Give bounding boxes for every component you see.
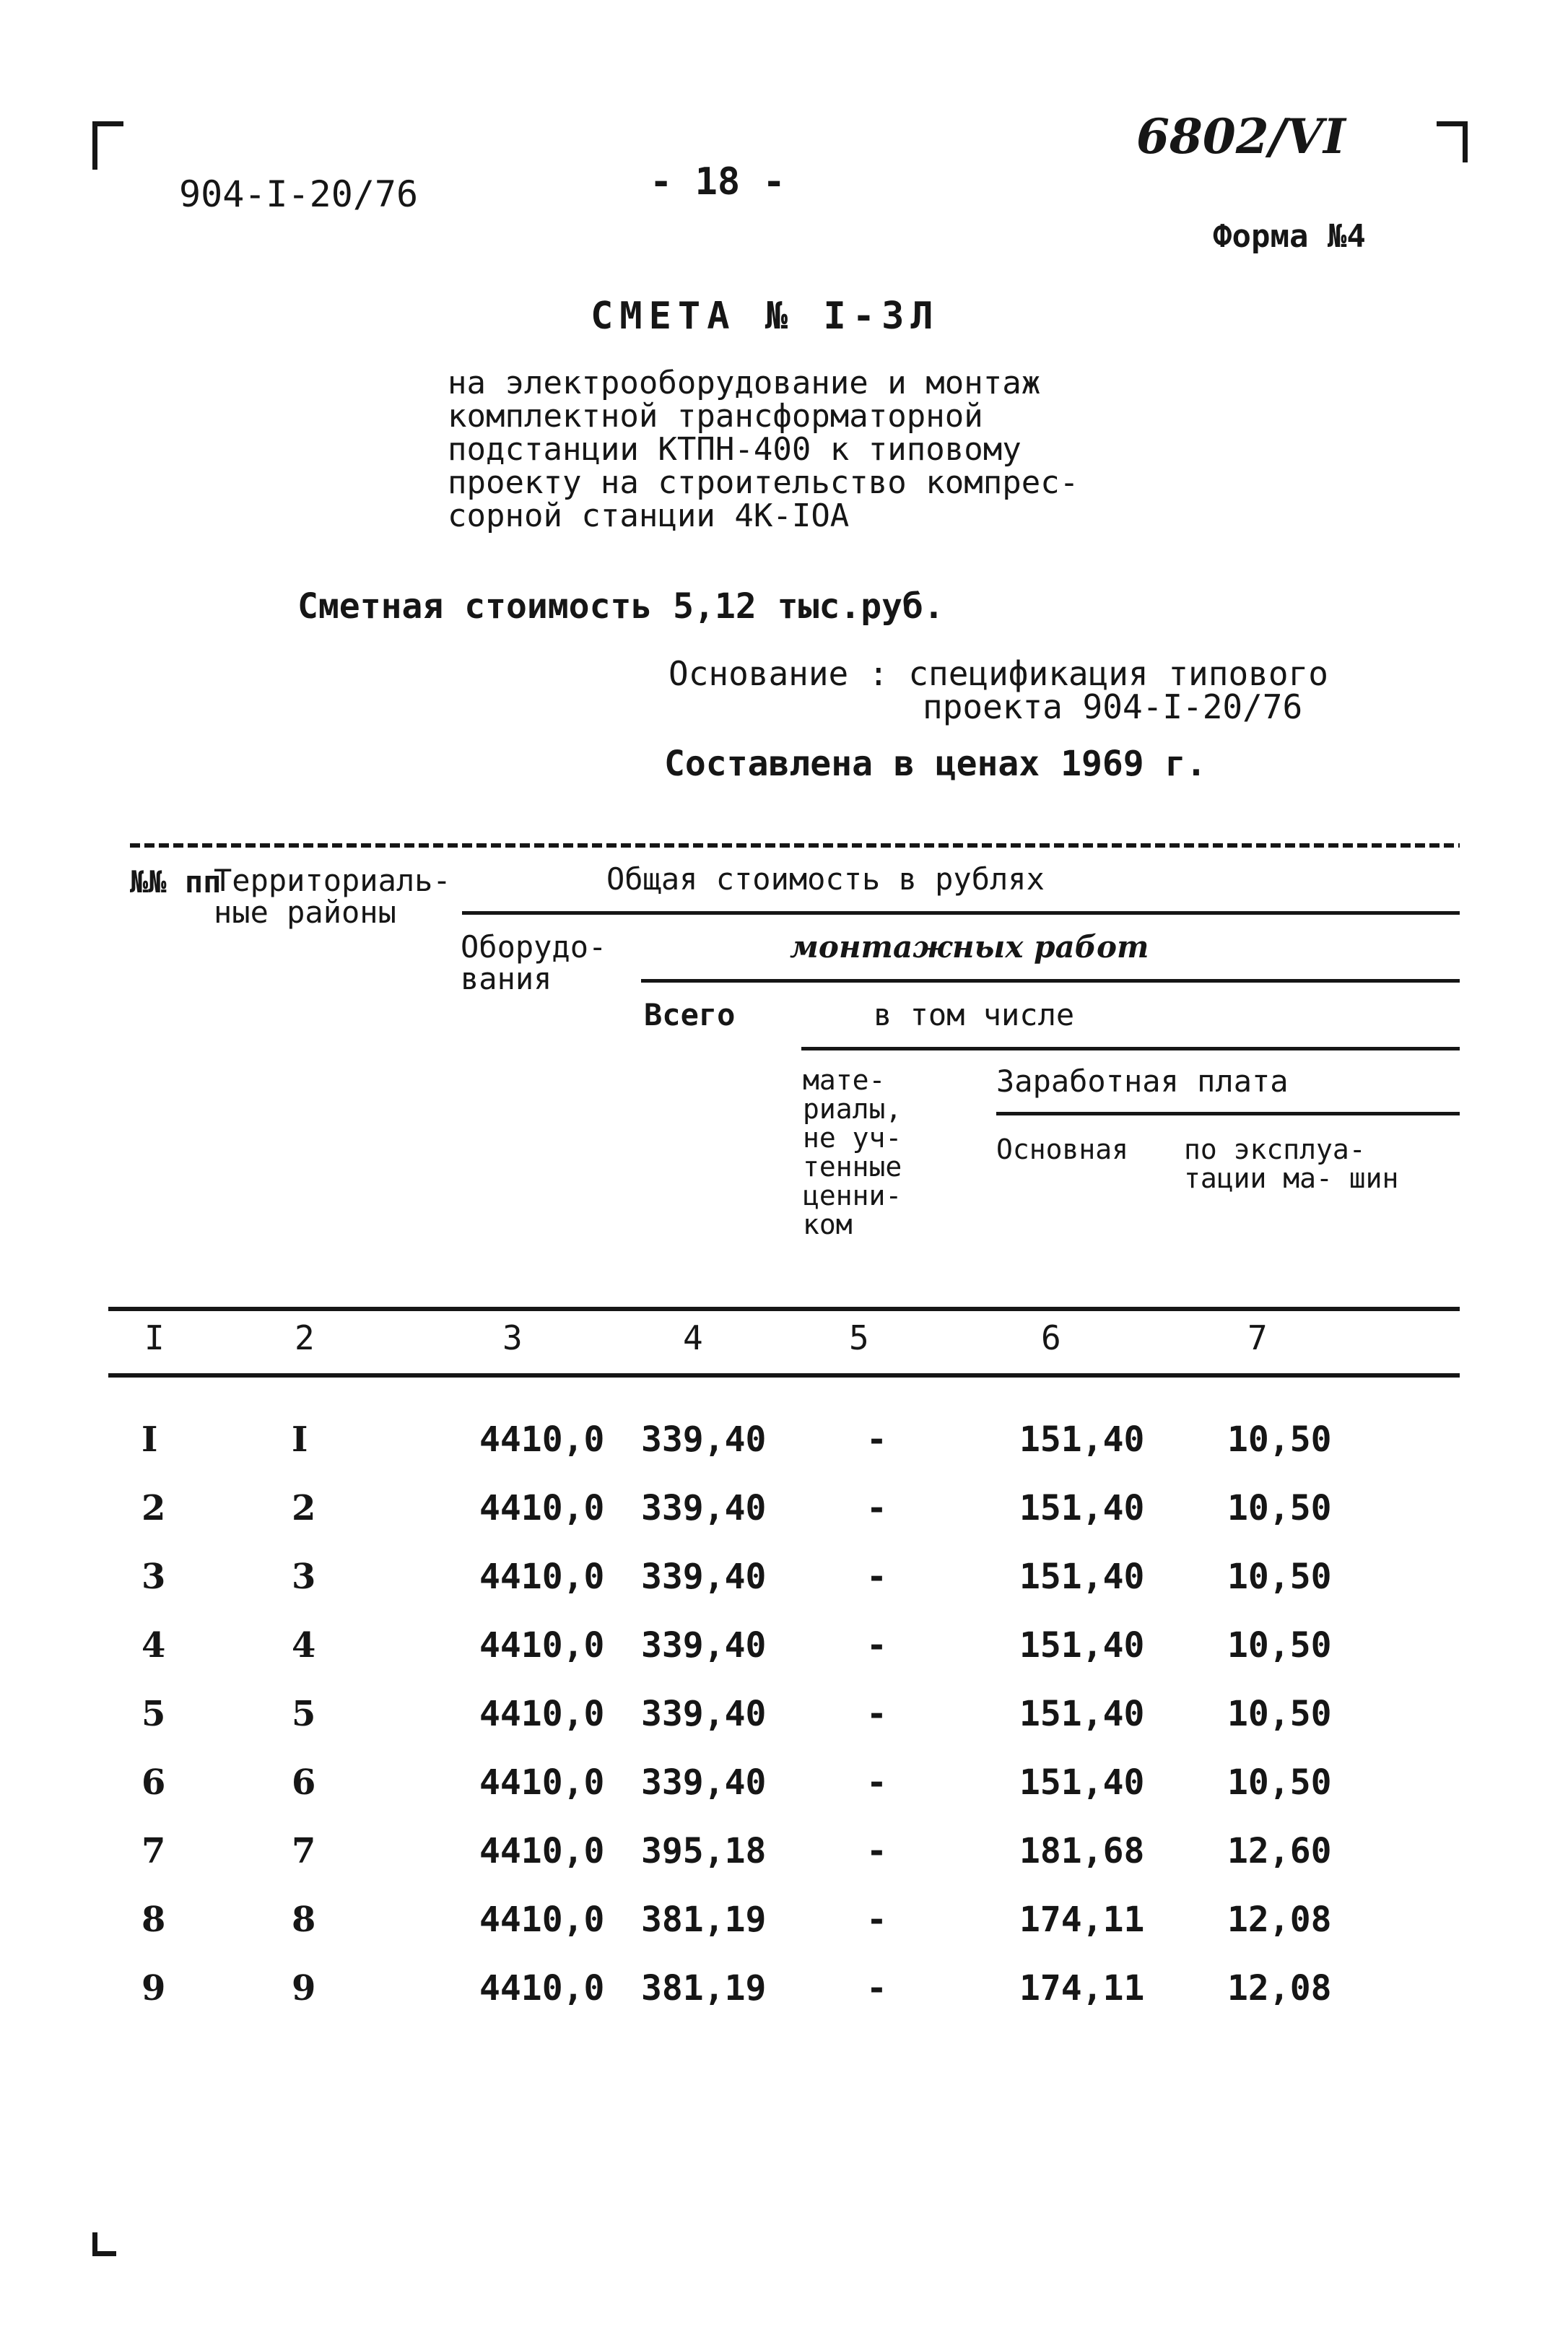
materials-cost: - — [866, 1557, 887, 1597]
wages-basic: 181,68 — [1019, 1831, 1145, 1871]
document-code: 904-I-20/76 — [179, 173, 419, 215]
corner-mark-top-right — [1437, 121, 1468, 162]
header-materials: мате- риалы, не уч- тенные ценни- ком — [803, 1064, 902, 1240]
wages-machines: 12,08 — [1227, 1968, 1332, 2009]
equipment-cost: 4410,0 — [479, 1488, 605, 1528]
equipment-cost: 4410,0 — [479, 1831, 605, 1871]
installation-total: 381,19 — [641, 1900, 767, 1940]
header-region: Территориаль- ные районы — [214, 863, 451, 930]
subtitle-line: сорной станции 4К-IOA — [448, 497, 850, 534]
wages-basic: 151,40 — [1019, 1762, 1145, 1803]
column-number: 7 — [1247, 1318, 1268, 1357]
header-wages-machines: по эксплуа- тации ма- шин — [1184, 1134, 1399, 1194]
header-installation: монтажных работ — [790, 929, 1149, 965]
header-including: в том числе — [874, 997, 1075, 1032]
row-number: 4 — [141, 1625, 166, 1666]
installation-total: 339,40 — [641, 1488, 767, 1528]
estimate-subtitle — [448, 367, 1079, 533]
header-total-cost: Общая стоимость в рублях — [606, 861, 1045, 897]
subtitle-line: на электрооборудование и монтаж — [448, 365, 1041, 401]
equipment-cost: 4410,0 — [479, 1694, 605, 1734]
region-number: 5 — [292, 1694, 316, 1734]
wages-basic: 151,40 — [1019, 1694, 1145, 1734]
header-number: №№ пп — [130, 864, 222, 900]
installation-total: 339,40 — [641, 1762, 767, 1803]
region-number: 3 — [292, 1557, 316, 1597]
row-number: 9 — [141, 1968, 166, 2009]
wages-basic: 174,11 — [1019, 1900, 1145, 1940]
sheet-code: 6802/VI — [1136, 108, 1346, 165]
row-number: 7 — [141, 1831, 166, 1871]
materials-cost: - — [866, 1762, 887, 1803]
corner-mark-top-left — [92, 121, 123, 170]
materials-cost: - — [866, 1900, 887, 1940]
installation-total: 381,19 — [641, 1968, 767, 2009]
column-numbers-rule — [108, 1373, 1460, 1378]
wages-basic: 151,40 — [1019, 1488, 1145, 1528]
region-number: 7 — [292, 1831, 316, 1871]
estimate-basis — [668, 654, 1328, 726]
corner-mark-bottom-left — [92, 2232, 116, 2256]
column-number: 4 — [683, 1318, 703, 1357]
row-number: I — [141, 1419, 158, 1460]
wages-basic: 151,40 — [1019, 1625, 1145, 1666]
materials-cost: - — [866, 1625, 887, 1666]
wages-machines: 10,50 — [1227, 1488, 1332, 1528]
region-number: I — [292, 1419, 308, 1460]
wages-basic: 174,11 — [1019, 1968, 1145, 2009]
wages-machines: 10,50 — [1227, 1419, 1332, 1460]
wages-basic: 151,40 — [1019, 1557, 1145, 1597]
subtitle-line: подстанции КТПН-400 к типовому — [448, 431, 1022, 468]
subtitle-line: проекту на строительство компрес- — [448, 464, 1079, 501]
header-rule — [641, 979, 1460, 983]
installation-total: 339,40 — [641, 1419, 767, 1460]
equipment-cost: 4410,0 — [479, 1419, 605, 1460]
wages-machines: 10,50 — [1227, 1625, 1332, 1666]
equipment-cost: 4410,0 — [479, 1557, 605, 1597]
wages-basic: 151,40 — [1019, 1419, 1145, 1460]
materials-cost: - — [866, 1488, 887, 1528]
equipment-cost: 4410,0 — [479, 1968, 605, 2009]
header-wages: Заработная плата — [996, 1063, 1289, 1099]
subtitle-line: комплектной трансформаторной — [448, 398, 983, 435]
region-number: 6 — [292, 1762, 316, 1803]
header-rule — [996, 1112, 1460, 1115]
equipment-cost: 4410,0 — [479, 1762, 605, 1803]
column-number: 2 — [295, 1318, 315, 1357]
header-rule — [462, 911, 1460, 915]
region-number: 9 — [292, 1968, 316, 2009]
installation-total: 339,40 — [641, 1625, 767, 1666]
installation-total: 339,40 — [641, 1694, 767, 1734]
row-number: 3 — [141, 1557, 166, 1597]
table-top-rule — [130, 843, 1460, 848]
header-total: Всего — [644, 997, 736, 1032]
row-number: 8 — [141, 1900, 166, 1940]
wages-machines: 10,50 — [1227, 1557, 1332, 1597]
page-number: - 18 - — [650, 160, 785, 204]
column-number: I — [144, 1318, 165, 1357]
equipment-cost: 4410,0 — [479, 1625, 605, 1666]
region-number: 2 — [292, 1488, 316, 1528]
column-number: 6 — [1041, 1318, 1061, 1357]
row-number: 2 — [141, 1488, 166, 1528]
row-number: 5 — [141, 1694, 166, 1734]
installation-total: 395,18 — [641, 1831, 767, 1871]
wages-machines: 10,50 — [1227, 1694, 1332, 1734]
equipment-cost: 4410,0 — [479, 1900, 605, 1940]
materials-cost: - — [866, 1968, 887, 2009]
form-label: Форма №4 — [1213, 218, 1366, 255]
row-number: 6 — [141, 1762, 166, 1803]
materials-cost: - — [866, 1419, 887, 1460]
installation-total: 339,40 — [641, 1557, 767, 1597]
wages-machines: 12,60 — [1227, 1831, 1332, 1871]
price-level: Составлена в ценах 1969 г. — [664, 744, 1207, 784]
basis-line: Основание : спецификация типового — [668, 654, 1328, 693]
column-number: 5 — [849, 1318, 869, 1357]
region-number: 8 — [292, 1900, 316, 1940]
estimate-title: СМЕТА № I-3Л — [591, 295, 940, 338]
materials-cost: - — [866, 1831, 887, 1871]
header-wages-basic: Основная — [996, 1134, 1129, 1165]
header-rule — [801, 1047, 1460, 1050]
basis-line: проекта 904-I-20/76 — [923, 687, 1303, 726]
column-number: 3 — [502, 1318, 523, 1357]
header-bottom-rule — [108, 1307, 1460, 1311]
region-number: 4 — [292, 1625, 316, 1666]
estimated-cost: Сметная стоимость 5,12 тыс.руб. — [297, 586, 944, 627]
header-equipment: Оборудо- вания — [461, 929, 607, 996]
wages-machines: 12,08 — [1227, 1900, 1332, 1940]
materials-cost: - — [866, 1694, 887, 1734]
wages-machines: 10,50 — [1227, 1762, 1332, 1803]
